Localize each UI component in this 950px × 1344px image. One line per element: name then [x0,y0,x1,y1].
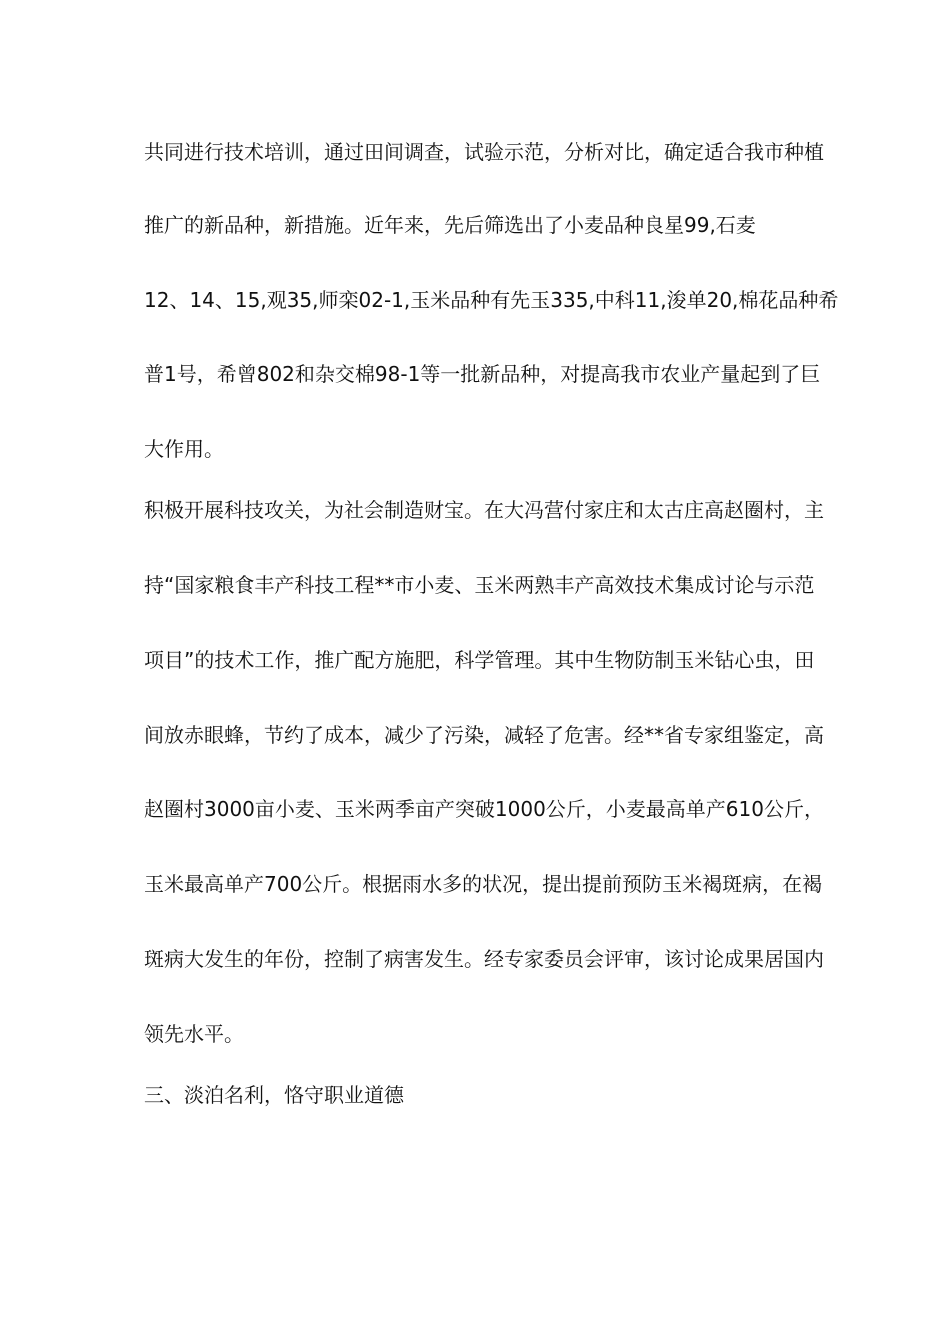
paragraph-2-line-7: 斑病大发生的年份，控制了病害发生。经专家委员会评审，该讨论成果居国内 [144,947,824,971]
paragraph-1-line-2: 推广的新品种，新措施。近年来，先后筛选出了小麦品种良星99,石麦 [144,213,756,237]
section-heading: 三、淡泊名利，恪守职业道德 [144,1083,404,1107]
paragraph-2-line-6: 玉米最高单产700公斤。根据雨水多的状况，提出提前预防玉米褐斑病，在褐 [144,872,823,896]
paragraph-2-line-1: 积极开展科技攻关，为社会制造财宝。在大冯营付家庄和太古庄高赵圈村，主 [144,498,824,522]
paragraph-2-line-2: 持“国家粮食丰产科技工程**市小麦、玉米两熟丰产高效技术集成讨论与示范 [144,573,815,597]
paragraph-1-line-4: 普1号，希曾802和杂交棉98-1等一批新品种，对提高我市农业产量起到了巨 [144,362,821,386]
paragraph-1-line-5: 大作用。 [144,437,224,461]
paragraph-2-line-8: 领先水平。 [144,1022,244,1046]
paragraph-2-line-5: 赵圈村3000亩小麦、玉米两季亩产突破1000公斤，小麦最高单产610公斤， [144,797,824,821]
paragraph-1-line-1: 共同进行技术培训，通过田间调查，试验示范，分析对比，确定适合我市种植 [144,140,824,164]
paragraph-2-line-3: 项目”的技术工作，推广配方施肥，科学管理。其中生物防制玉米钻心虫，田 [144,648,815,672]
paragraph-2-line-4: 间放赤眼蜂，节约了成本，减少了污染，减轻了危害。经**省专家组鉴定，高 [144,723,824,747]
paragraph-1-line-3: 12、14、15,观35,师栾02-1,玉米品种有先玉335,中科11,浚单20,棉花品种希 [144,288,839,312]
